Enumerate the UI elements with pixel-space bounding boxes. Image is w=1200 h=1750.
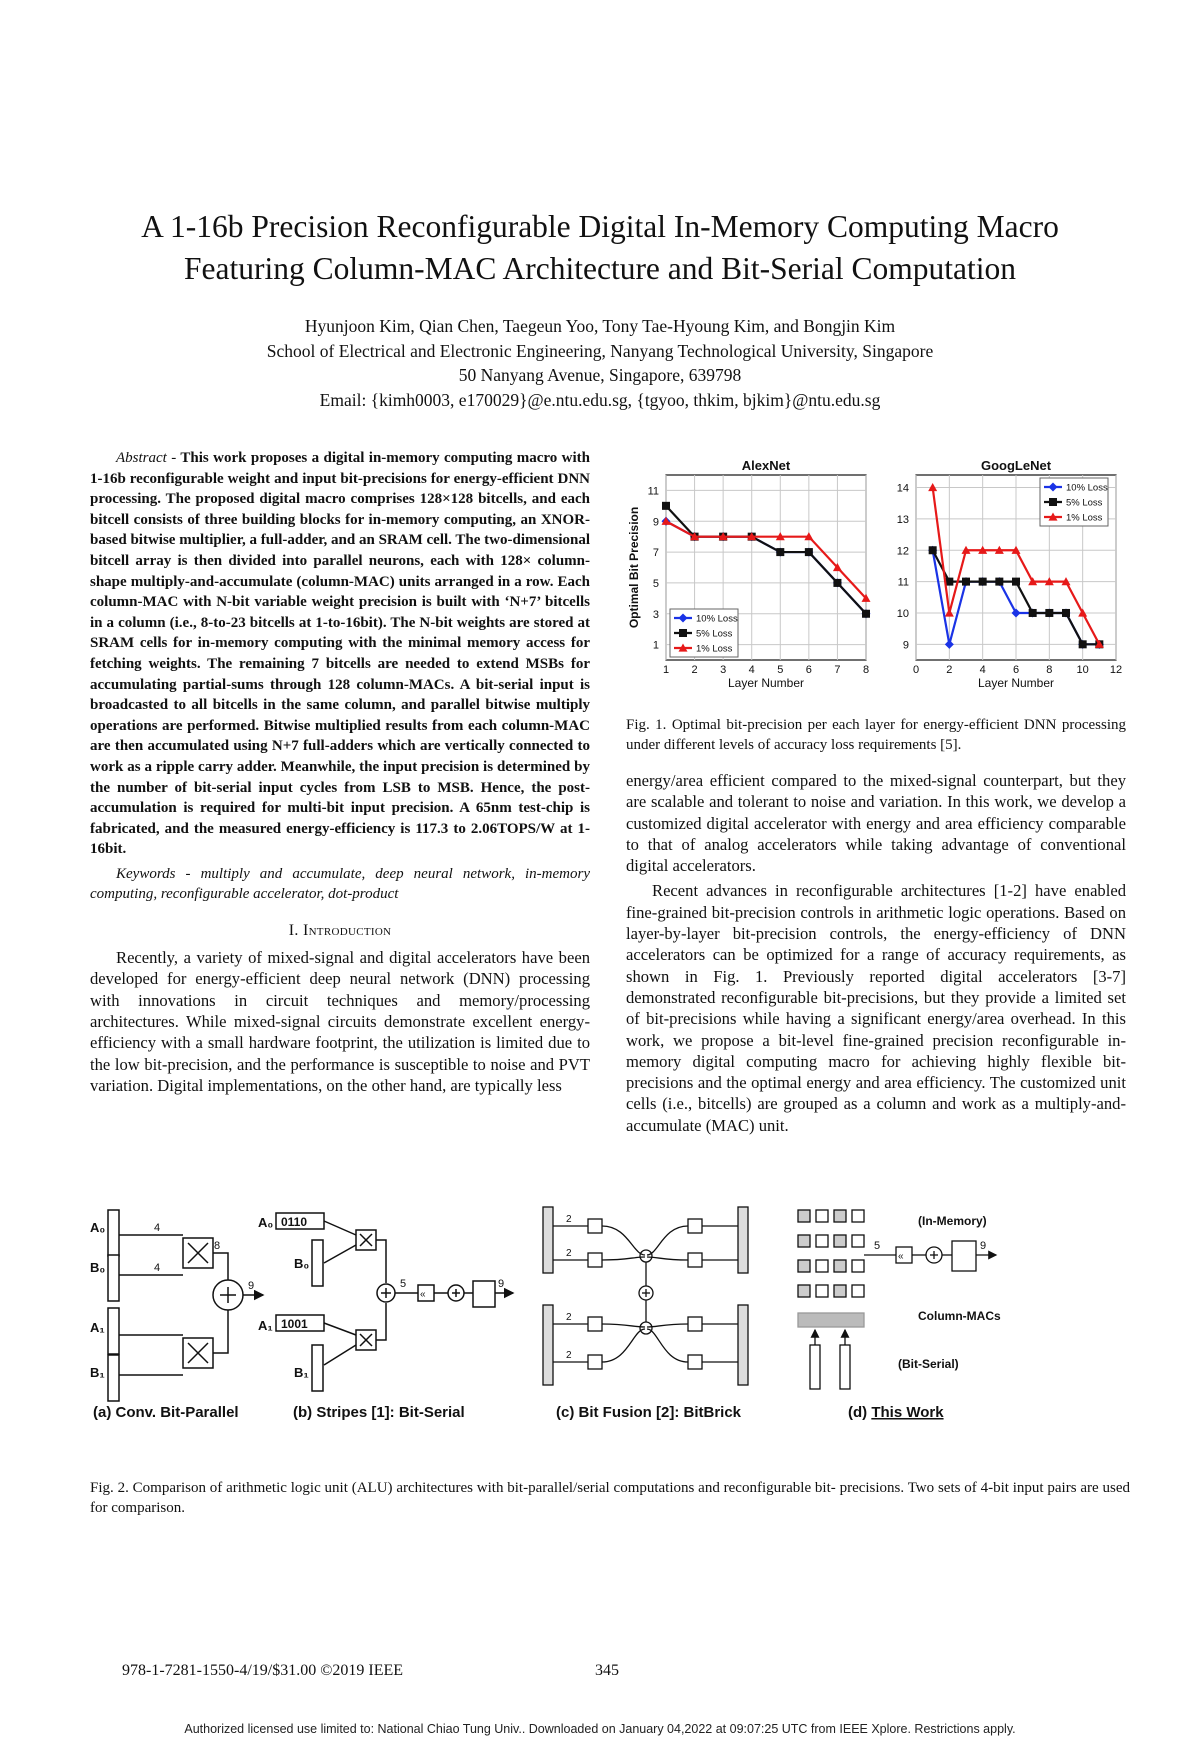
panel-d-this-work [798,1210,1001,1389]
in-memory-label: (In-Memory) [918,1214,987,1228]
bitcell-r3c1 [816,1285,828,1297]
panel-d-label [848,1404,944,1421]
panel-d-label-link: This Work [871,1404,944,1421]
chart-0-xlabel: Layer Number [727,676,805,690]
bus-width-c4: 2 [566,1350,572,1361]
bitcell-r0c2 [834,1210,846,1222]
title-line-1: A 1-16b Precision Reconfigurable Digital In-Memory Computing Macro [141,209,1059,244]
label-b-a1: A₁ [258,1318,273,1333]
bus-width-c1: 2 [566,1214,572,1225]
chart-0-xtick-5: 6 [805,664,812,676]
chart-1-ytick-2: 11 [897,576,909,589]
figure-1-caption: Fig. 1. Optimal bit-precision per each layer for energy-efficient DNN processing under different levels of accuracy loss requirements [5]. [626,717,1126,753]
bitcell-r3c2 [834,1285,846,1297]
chart-0-legend-marker-1 [679,629,687,637]
panel-d-label-prefix: (d) [848,1404,872,1421]
bus-width-c2: 2 [566,1248,572,1259]
chart-0-series-1-point-7 [862,610,870,618]
section-number: I. [288,921,299,939]
chart-1-xtick-0: 0 [912,664,920,676]
chart-1-ytick-1: 10 [896,607,909,620]
bitbrick-tr1 [688,1219,702,1233]
chart-1-legend-label-0: 10% Loss [1066,482,1108,494]
bitcell-r0c3 [852,1210,864,1222]
figure-2-diagram [88,1205,1128,1475]
author-affiliation: School of Electrical and Electronic Engineering, Nanyang Technological University, Singapore [266,340,934,361]
bit-serial-label: (Bit-Serial) [898,1357,959,1371]
author-address: 50 Nanyang Avenue, Singapore, 639798 [458,365,742,385]
bitbrick-bl1 [588,1317,602,1331]
chart-1-series-1-point-2 [962,578,970,586]
chart-0-ytick-5: 11 [647,485,659,498]
chart-0-series-1-point-6 [833,579,841,587]
label-a1: A₁ [90,1320,105,1335]
ext-bitcells-row [798,1313,864,1327]
abstract [90,448,590,860]
bitbrick-tr2 [688,1253,702,1267]
chart-0-xtick-3: 4 [748,664,755,676]
chart-1-ytick-0: 9 [902,639,909,652]
serial-input-a1 [840,1345,850,1389]
bitcell-r3c3 [852,1285,864,1297]
right-column [626,770,1126,1136]
section-title: Introduction [302,921,392,939]
chart-1-legend-label-1: 5% Loss [1066,497,1103,509]
serial-bits-a0: 0110 [281,1215,308,1229]
bitcell-r0c1 [816,1210,828,1222]
bitbrick-tl2 [588,1253,602,1267]
label-a0: A₀ [90,1220,106,1235]
author-names: Hyunjoon Kim, Qian Chen, Taegeun Yoo, Tony Tae-Hyoung Kim, and Bongjin Kim [304,316,896,336]
bus-width-b9: 9 [498,1278,505,1290]
register-b [473,1281,495,1307]
chart-0-ytick-1: 3 [652,608,659,621]
right-paragraph-1: energy/area efficient compared to the mixed-signal counterpart, but they are scalable and tolerant to noise and variation. In this work, we develop a customized digital accelerator with energy and area efficiency comparable to that of analog accelerators while taking advantage of conventional digital accelerators. [626,771,1126,876]
chart-0-xtick-0: 1 [662,664,670,676]
abstract-text: This work proposes a digital in-memory computing macro with 1-16b reconfigurable weight and input bit-precisions for energy-efficient DNN processing. The proposed digital macro comprises 128×128 bitcells, and each bitcell consists of three building blocks for in-memory computing, an XNOR-based bitwise multiplier, a full-adder, and an SRAM cell. The two-dimensional bitcell array is then divided into parallel neurons, each with 128× column-shape multiply-and-accumulate (column-MAC) units arranged in a row. Each column-MAC with N-bit variable weight precision is built with ‘N+7’ bitcells in a column (i.e., 8-to-23 bitcells at 1-to-16bit). The N-bit weights are stored at SRAM cells for in-memory computing with the minimal memory access for fetching weights. The remaining 7 bitcells are needed to extend MSBs for accumulating partial-sums through 128 column-MACs. A bit-serial input is broadcasted to all bitcells in the same column, and parallel bitwise multiply operations are performed. Bitwise multiplied results from each column-MAC are then accumulated using N+7 full-adders which are vertically connected to work as a ripple carry adder. Meanwhile, the input precision is determined by the number of bit-serial input cycles from LSB to MSB. Hence, the post-accumulation is required for multi-bit input precision. A 65nm test-chip is fabricated, and the measured energy-efficiency is 117.3 to 2.06TOPS/W at 1-16bit. [90,450,591,858]
figure-2 [88,1205,1128,1475]
bitcell-r3c0 [798,1285,810,1297]
paper-title [60,206,1140,290]
chart-0-legend-label-1: 5% Loss [696,628,733,640]
chart-0-xtick-6: 7 [834,664,841,676]
right-paragraph-2: Recent advances in reconfigurable architectures [1-2] have enabled fine-grained bit-precision controls in arithmetic logic operations. Based on layer-by-layer bit-precision controls, the energy-efficiency of DNN accelerators can be optimized for a range of accuracy requirements, as shown in Fig. 1. Previously reported digital accelerators [3-7] demonstrated reconfigurable bit-precisions, but they provide a limited set of bit-precisions while having a significant energy/area overhead. In this work, we propose a bit-level fine-grained precision reconfigurable in-memory digital computing macro for achieving highly flexible bit-precisions and the optimal energy and area efficiency. The customized unit cells (i.e., bitcells) are grouped as a column and work as a multiply-and-accumulate (MAC) unit. [626,881,1126,1135]
label-b-b0: B₀ [294,1256,310,1271]
bitbrick-reg-bottom-right [738,1305,748,1385]
panel-b-bit-serial [258,1213,513,1391]
bus-width-d5: 5 [874,1240,881,1252]
chart-0-xtick-7: 8 [862,664,870,676]
chart-1-series-1-point-8 [1062,609,1070,617]
label-b1: B₁ [90,1365,105,1380]
reg-a1 [108,1308,119,1354]
chart-0-legend-label-2: 1% Loss [696,643,733,655]
chart-1-title: GoogLeNet [980,458,1052,473]
keywords [90,864,590,904]
chart-0-ytick-3: 7 [652,547,659,560]
figure-1-charts [626,455,1126,710]
bitcell-r1c0 [798,1235,810,1247]
chart-0-title: AlexNet [741,458,791,473]
bitbrick-reg-top-left [543,1207,553,1273]
serial-bits-a1: 1001 [281,1317,308,1331]
chart-0-ytick-4: 9 [652,516,659,529]
bus-width-p0: 8 [214,1240,221,1252]
section-heading-introduction [90,920,590,941]
chart-1-legend-label-2: 1% Loss [1066,512,1103,524]
keywords-lead: Keywords - [116,865,191,882]
label-b-b1: B₁ [294,1365,309,1380]
bitcell-r2c3 [852,1260,864,1272]
chart-0-ytick-2: 5 [652,577,659,590]
reg-b0 [108,1255,119,1301]
bus-width-b0: 4 [154,1262,161,1274]
register-d [952,1241,976,1271]
chart-0-ylabel: Optimal Bit Precision [627,506,641,629]
page-number: 345 [595,1662,619,1679]
authorized-use-notice: Authorized licensed use limited to: National Chiao Tung Univ.. Downloaded on January 04,2022 at 09:07:25 UTC from IEEE Xplore. Restrictions apply. [184,1722,1016,1736]
reg-b1 [108,1355,119,1401]
panel-b-label: (b) Stripes [1]: Bit-Serial [293,1404,465,1421]
bitbrick-tl1 [588,1219,602,1233]
chart-1-series-1-point-4 [995,578,1003,586]
chart-0-series-1-point-5 [805,548,813,556]
shift-symbol-d: « [898,1251,904,1262]
chart-1-xtick-2: 4 [979,664,986,676]
bitcell-r0c0 [798,1210,810,1222]
panel-a-bit-parallel [90,1210,263,1401]
chart-1-legend-marker-1 [1049,498,1057,506]
bus-width-a0: 4 [154,1222,161,1234]
chart-1-series-1-point-0 [929,546,937,554]
chart-1-xtick-3: 6 [1012,664,1020,676]
shift-symbol-b: « [420,1289,426,1300]
bitbrick-reg-bottom-left [543,1305,553,1385]
bitbrick-br2 [688,1355,702,1369]
bus-width-b5: 5 [400,1278,407,1290]
chart-0-series-1-point-0 [662,502,670,510]
bitbrick-bl2 [588,1355,602,1369]
column-macs-label: Column-MACs [918,1309,1001,1323]
author-email: Email: {kimh0003, e170029}@e.ntu.edu.sg, {tgyoo, thkim, bjkim}@ntu.edu.sg [319,389,881,410]
chart-1-series-1-point-7 [1045,609,1053,617]
reg-b-b1 [312,1345,323,1391]
panel-c-bitbrick [543,1207,748,1385]
bus-width-sum-a: 9 [248,1280,255,1292]
serial-input-a0 [810,1345,820,1389]
chart-0-xtick-2: 3 [720,664,727,676]
label-b-a0: A₀ [258,1215,274,1230]
chart-1-xtick-6: 12 [1109,664,1123,676]
bus-width-c3: 2 [566,1312,572,1323]
wire-p1 [213,1310,228,1353]
chart-1-series-1-point-9 [1079,640,1087,648]
chart-1-series-1-point-5 [1012,578,1020,586]
chart-0-series-1-point-4 [776,548,784,556]
chart-0-xtick-4: 5 [777,664,784,676]
abstract-lead: Abstract - [116,450,177,466]
bitcell-r2c2 [834,1260,846,1272]
bitbrick-br1 [688,1317,702,1331]
chart-1-xtick-4: 8 [1046,664,1053,676]
keywords-text: multiply and accumulate, deep neural network, in-memory computing, reconfigurable accelerator, dot-product [90,865,590,902]
bitbrick-reg-top-right [738,1207,748,1273]
chart-1-ytick-4: 13 [896,513,909,526]
chart-1-ytick-3: 12 [896,545,909,558]
author-block [100,314,1100,412]
reg-b-b0 [312,1240,323,1286]
left-column [90,448,590,1096]
reg-a0 [108,1210,119,1256]
chart-0-xtick-1: 2 [691,664,698,676]
wire-p0 [213,1253,228,1280]
bitcell-r1c1 [816,1235,828,1247]
figure-2-caption: Fig. 2. Comparison of arithmetic logic unit (ALU) architectures with bit-parallel/serial computations and reconfigurable bit- precisions. Two sets of 4-bit input pairs are used for comparison. [90,1480,1130,1516]
chart-1-series-1-point-6 [1029,609,1037,617]
chart-1-xtick-1: 2 [946,664,953,676]
chart-1-xlabel: Layer Number [977,676,1055,690]
bitcell-r2c0 [798,1260,810,1272]
bus-width-d9: 9 [980,1240,987,1252]
panel-c-label: (c) Bit Fusion [2]: BitBrick [556,1404,742,1421]
chart-1-series-1-point-3 [979,578,987,586]
footer-isbn: 978-1-7281-1550-4/19/$31.00 ©2019 IEEE [122,1662,404,1679]
panel-a-label: (a) Conv. Bit-Parallel [93,1404,239,1421]
bitcell-r2c1 [816,1260,828,1272]
bitcell-r1c3 [852,1235,864,1247]
chart-1-ytick-5: 14 [896,482,909,495]
label-b0: B₀ [90,1260,106,1275]
title-line-2: Featuring Column-MAC Architecture and Bit-Serial Computation [184,251,1016,286]
intro-paragraph-1: Recently, a variety of mixed-signal and digital accelerators have been developed for energy-efficient deep neural network (DNN) processing with innovations in circuit techniques and memory/processing architectures. While mixed-signal circuits demonstrate excellent energy-efficiency with a small hardware footprint, the utilization is limited due to the low bit-precision, and the performance is susceptible to noise and PVT variation. Digital implementations, on the other hand, are typically less [90,948,590,1095]
figure-1 [626,455,1126,710]
chart-0-ytick-0: 1 [652,639,659,652]
chart-0-legend-label-0: 10% Loss [696,613,738,625]
bitcell-r1c2 [834,1235,846,1247]
chart-1-xtick-5: 10 [1076,664,1089,676]
